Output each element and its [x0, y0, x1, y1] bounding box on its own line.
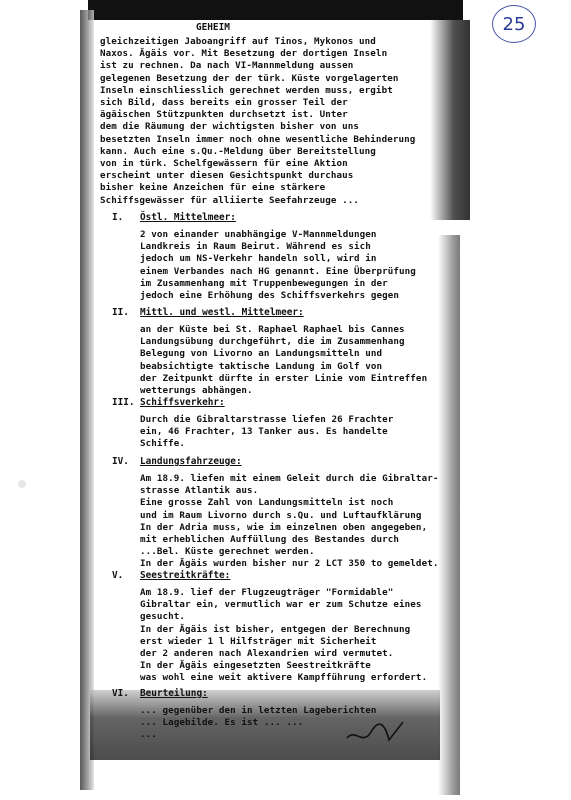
section-numeral: VI.	[112, 688, 129, 699]
section-line: ...Bel. Küste gerechnet werden.	[140, 546, 315, 558]
section-line: beabsichtigte taktische Landung im Golf von	[140, 360, 383, 372]
intro-line: dem die Räumung der wichtigsten bisher von uns	[100, 121, 360, 133]
intro-line: von in türk. Schelfgewässern für eine Aktion	[100, 158, 348, 169]
section-line: der Zeitpunkt dürfte in erster Linie vom Eintreffen	[140, 372, 428, 384]
intro-line: gelegenen Besetzung der der türk. Küste vorgelagerten	[100, 72, 399, 84]
section-line: und im Raum Livorno durch s.Qu. und Luftaufklärung	[140, 509, 422, 521]
section-line: an der Küste bei St. Raphael Raphael bis Cannes	[140, 324, 405, 335]
section-line: ein, 46 Frachter, 13 Tanker aus. Es handelte	[140, 426, 388, 438]
section-line: Landungsübung durchgeführt, die im Zusammenhang	[140, 336, 405, 348]
section-line: jedoch eine Erhöhung des Schiffsverkehrs gegen	[140, 290, 400, 301]
section-line: In der Ägäis wurden bisher nur 2 LCT 350 to gemeldet.	[140, 558, 439, 570]
section-line: jedoch um NS-Verkehr handeln soll, wird in	[140, 253, 377, 265]
section-line: wetterungs abhängen.	[140, 385, 253, 396]
section-line: In der Ägäis eingesetzten Seestreitkräfte	[140, 660, 371, 672]
intro-line: gleichzeitigen Jaboangriff auf Tinos, Mykonos und	[100, 36, 376, 47]
section-title: Landungsfahrzeuge:	[140, 456, 242, 467]
section-line: was wohl eine weit aktivere Kampfführung erfordert.	[140, 672, 428, 684]
section-line: strasse Atlantik aus.	[140, 485, 259, 497]
section-line: mit erheblichen Auffüllung des Bestandes durch	[140, 534, 400, 545]
section-line: ...	[140, 729, 157, 741]
section-line: ... Lagebilde. Es ist ... ...	[140, 717, 304, 729]
intro-line: Inseln einschliesslich gerechnet werden muss, ergibt	[100, 84, 393, 96]
intro-line: ägäischen Stützpunkten durchsetzt ist. Unter	[100, 109, 348, 121]
intro-line: sich Bild, dass bereits ein grosser Teil der	[100, 97, 348, 108]
scan-shadow-top	[88, 0, 463, 20]
section-numeral: V.	[112, 570, 124, 581]
section-line: 2 von einander unabhängige V-Mannmeldungen	[140, 229, 377, 240]
section-numeral: II.	[112, 307, 129, 318]
intro-line: ist zu rechnen. Da nach VI-Mannmeldung aussen	[100, 60, 354, 72]
section-line: Eine grosse Zahl von Landungsmitteln ist noch	[140, 497, 394, 509]
section-line: Schiffe.	[140, 438, 186, 450]
scan-shadow-right-top	[430, 20, 470, 220]
intro-line: kann. Auch eine s.Qu.-Meldung über Bereitstellung	[100, 145, 376, 157]
section-title: Seestreitkräfte:	[140, 570, 231, 581]
section-line: In der Adria muss, wie im einzelnen oben angegeben,	[140, 521, 428, 533]
section-numeral: III.	[112, 397, 135, 408]
section-title: Mittl. und westl. Mittelmeer:	[140, 307, 304, 318]
page-number: 25	[502, 13, 526, 35]
section-line: im Zusammenhang mit Truppenbewegungen in der	[140, 277, 388, 289]
section-numeral: I.	[112, 212, 124, 223]
section-line: ... gegenüber den in letzten Lageberichten	[140, 705, 377, 716]
section-title: Beurteilung:	[140, 688, 208, 699]
section-line: Belegung von Livorno an Landungsmitteln und	[140, 348, 383, 360]
section-line: Durch die Gibraltarstrasse liefen 26 Frachter	[140, 414, 394, 425]
section-line: Landkreis in Raum Beirut. Während es sich	[140, 241, 371, 253]
intro-line: besetzten Inseln immer noch ohne wesentliche Behinderung	[100, 133, 416, 145]
section-numeral: IV.	[112, 456, 129, 467]
handwritten-signature	[345, 718, 405, 748]
section-title: Östl. Mittelmeer:	[140, 212, 236, 223]
section-line: Am 18.9. lief der Flugzeugträger "Formidable"	[140, 587, 394, 598]
intro-line: erscheint unter diesen Gesichtspunkt durchaus	[100, 170, 354, 182]
header-fragment: GEHEIM	[196, 22, 230, 33]
section-line: Gibraltar ein, vermutlich war er zum Schutze eines	[140, 599, 422, 611]
section-line: gesucht.	[140, 611, 186, 623]
section-line: erst wieder 1 l Hilfsträger mit Sicherheit	[140, 635, 377, 647]
section-line: der 2 anderen nach Alexandrien wird vermutet.	[140, 648, 394, 659]
scan-shadow-left	[80, 10, 94, 790]
intro-line: Schiffsgewässer für alliierte Seefahrzeuge ...	[100, 194, 360, 206]
intro-line: Naxos. Ägäis vor. Mit Besetzung der dortigen Inseln	[100, 48, 388, 60]
section-line: einem Verbandes nach HG genannt. Eine Überprüfung	[140, 265, 416, 277]
punch-hole	[18, 480, 26, 488]
scan-shadow-right	[438, 235, 460, 795]
section-line: Am 18.9. liefen mit einem Geleit durch die Gibraltar-	[140, 473, 439, 484]
intro-line: bisher keine Anzeichen für eine stärkere	[100, 182, 326, 194]
section-line: In der Ägäis ist bisher, entgegen der Berechnung	[140, 623, 411, 635]
section-title: Schiffsverkehr:	[140, 397, 225, 408]
page-number-stamp	[492, 5, 536, 43]
